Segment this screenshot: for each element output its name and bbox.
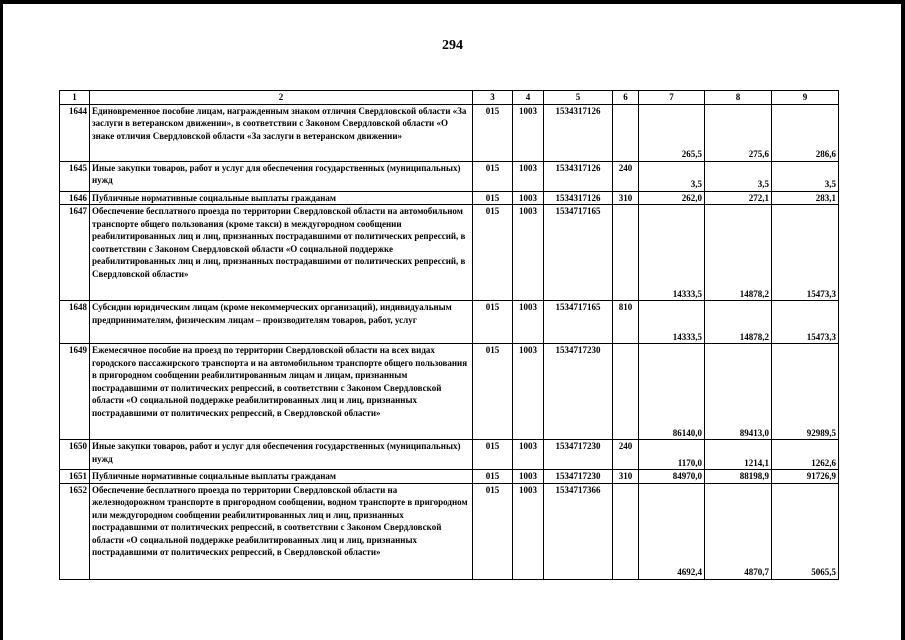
row-number: 1648	[60, 301, 90, 344]
column-header: 3	[473, 91, 513, 105]
cell-amount: 3,5	[705, 161, 772, 191]
cell-amount: 3,5	[772, 161, 839, 191]
cell-expense-type: 310	[613, 191, 639, 205]
cell-expense-type: 240	[613, 440, 639, 470]
row-description: Иные закупки товаров, работ и услуг для обеспечения государственных (муниципальных) нужд	[90, 161, 473, 191]
cell-amount: 15473,3	[772, 205, 839, 301]
cell-target-article: 1534717230	[544, 440, 613, 470]
cell-expense-type: 310	[613, 470, 639, 484]
row-description: Единовременное пособие лицам, награжденным знаком отличия Свердловской области «За заслуги в ветеранском движении», в соответствии с Законом Свердловской области «О знаке отличия Свердловской области «За заслуги в ветеранском движении»	[90, 104, 473, 161]
cell-section: 1003	[513, 191, 544, 205]
column-header: 5	[544, 91, 613, 105]
page-number: 294	[442, 38, 463, 53]
table-row	[60, 104, 839, 161]
table-row	[60, 301, 839, 344]
cell-amount: 286,6	[772, 104, 839, 161]
cell-expense-type: 810	[613, 301, 639, 344]
row-description: Обеспечение бесплатного проезда по территории Свердловской области на железнодорожном транспорте в пригородном сообщении, водном транспорте в пригородном или междугородном сообщении реабилитированных лиц и лиц, признанных пострадавшими от политических репрессий, в соответствии с Законом Свердловской области «О социальной поддержке реабилитированных лиц и лиц, признанных пострадавшими от политических репрессий, в Свердловской области»	[90, 483, 473, 579]
cell-expense-type	[613, 205, 639, 301]
cell-amount: 89413,0	[705, 344, 772, 440]
column-header: 6	[613, 91, 639, 105]
cell-amount: 92989,5	[772, 344, 839, 440]
row-number: 1651	[60, 470, 90, 484]
cell-amount: 14333,5	[639, 301, 705, 344]
cell-amount: 3,5	[639, 161, 705, 191]
cell-target-article: 1534717165	[544, 301, 613, 344]
cell-code: 015	[473, 344, 513, 440]
budget-table	[59, 90, 839, 580]
table-row	[60, 205, 839, 301]
cell-section: 1003	[513, 470, 544, 484]
cell-amount: 86140,0	[639, 344, 705, 440]
cell-amount: 84970,0	[639, 470, 705, 484]
cell-code: 015	[473, 470, 513, 484]
column-header: 4	[513, 91, 544, 105]
cell-expense-type: 240	[613, 161, 639, 191]
scan-border-top	[0, 0, 905, 4]
table-row	[60, 191, 839, 205]
row-description: Субсидии юридическим лицам (кроме некоммерческих организаций), индивидуальным предпринимателям, физическим лицам – производителям товаров, работ, услуг	[90, 301, 473, 344]
table-row	[60, 161, 839, 191]
cell-target-article: 1534317126	[544, 104, 613, 161]
cell-code: 015	[473, 440, 513, 470]
table-row	[60, 483, 839, 579]
column-header: 9	[772, 91, 839, 105]
table-row	[60, 470, 839, 484]
column-header: 2	[90, 91, 473, 105]
row-description: Ежемесячное пособие на проезд по территории Свердловской области на всех видах городского пассажирского транспорта и на автомобильном транспорте общего пользования в пригородном сообщении реабилитированным лицам и лицам, признанным пострадавшими от политических репрессий, в соответствии с Законом Свердловской области «О социальной поддержке реабилитированных лиц и лиц, признанных пострадавшими от политических репрессий, в Свердловской области»	[90, 344, 473, 440]
cell-target-article: 1534717366	[544, 483, 613, 579]
cell-section: 1003	[513, 344, 544, 440]
row-description: Иные закупки товаров, работ и услуг для обеспечения государственных (муниципальных) нужд	[90, 440, 473, 470]
cell-section: 1003	[513, 205, 544, 301]
column-header: 1	[60, 91, 90, 105]
column-header: 8	[705, 91, 772, 105]
cell-target-article: 1534717165	[544, 205, 613, 301]
cell-code: 015	[473, 205, 513, 301]
row-number: 1644	[60, 104, 90, 161]
scan-border-right	[901, 0, 905, 640]
cell-amount: 283,1	[772, 191, 839, 205]
cell-amount: 5065,5	[772, 483, 839, 579]
cell-section: 1003	[513, 161, 544, 191]
row-description: Публичные нормативные социальные выплаты гражданам	[90, 191, 473, 205]
row-number: 1649	[60, 344, 90, 440]
cell-section: 1003	[513, 301, 544, 344]
cell-amount: 1262,6	[772, 440, 839, 470]
cell-target-article: 1534717230	[544, 470, 613, 484]
cell-code: 015	[473, 483, 513, 579]
cell-expense-type	[613, 483, 639, 579]
row-number: 1652	[60, 483, 90, 579]
cell-code: 015	[473, 301, 513, 344]
cell-amount: 4870,7	[705, 483, 772, 579]
cell-section: 1003	[513, 104, 544, 161]
cell-amount: 1170,0	[639, 440, 705, 470]
cell-target-article: 1534317126	[544, 161, 613, 191]
cell-amount: 91726,9	[772, 470, 839, 484]
cell-amount: 14333,5	[639, 205, 705, 301]
row-number: 1646	[60, 191, 90, 205]
cell-section: 1003	[513, 483, 544, 579]
row-number: 1645	[60, 161, 90, 191]
cell-amount: 1214,1	[705, 440, 772, 470]
cell-amount: 4692,4	[639, 483, 705, 579]
cell-amount: 88198,9	[705, 470, 772, 484]
cell-code: 015	[473, 191, 513, 205]
scan-border-left	[0, 0, 3, 640]
column-header: 7	[639, 91, 705, 105]
row-number: 1647	[60, 205, 90, 301]
cell-section: 1003	[513, 440, 544, 470]
cell-amount: 265,5	[639, 104, 705, 161]
cell-amount: 14878,2	[705, 205, 772, 301]
cell-amount: 15473,3	[772, 301, 839, 344]
cell-target-article: 1534317126	[544, 191, 613, 205]
cell-code: 015	[473, 161, 513, 191]
row-description: Публичные нормативные социальные выплаты гражданам	[90, 470, 473, 484]
cell-amount: 262,0	[639, 191, 705, 205]
cell-expense-type	[613, 344, 639, 440]
cell-code: 015	[473, 104, 513, 161]
cell-amount: 14878,2	[705, 301, 772, 344]
row-description: Обеспечение бесплатного проезда по территории Свердловской области на автомобильном транспорте общего пользования (кроме такси) в междугородном сообщении реабилитированных лиц и лиц, признанных пострадавшими от политических репрессий, в соответствии с Законом Свердловской области «О социальной поддержке реабилитированных лиц и лиц, признанных пострадавшими от политических репрессий, в Свердловской области»	[90, 205, 473, 301]
cell-target-article: 1534717230	[544, 344, 613, 440]
cell-amount: 272,1	[705, 191, 772, 205]
column-header-row	[60, 91, 839, 105]
table-row	[60, 344, 839, 440]
table-row	[60, 440, 839, 470]
cell-expense-type	[613, 104, 639, 161]
cell-amount: 275,6	[705, 104, 772, 161]
row-number: 1650	[60, 440, 90, 470]
